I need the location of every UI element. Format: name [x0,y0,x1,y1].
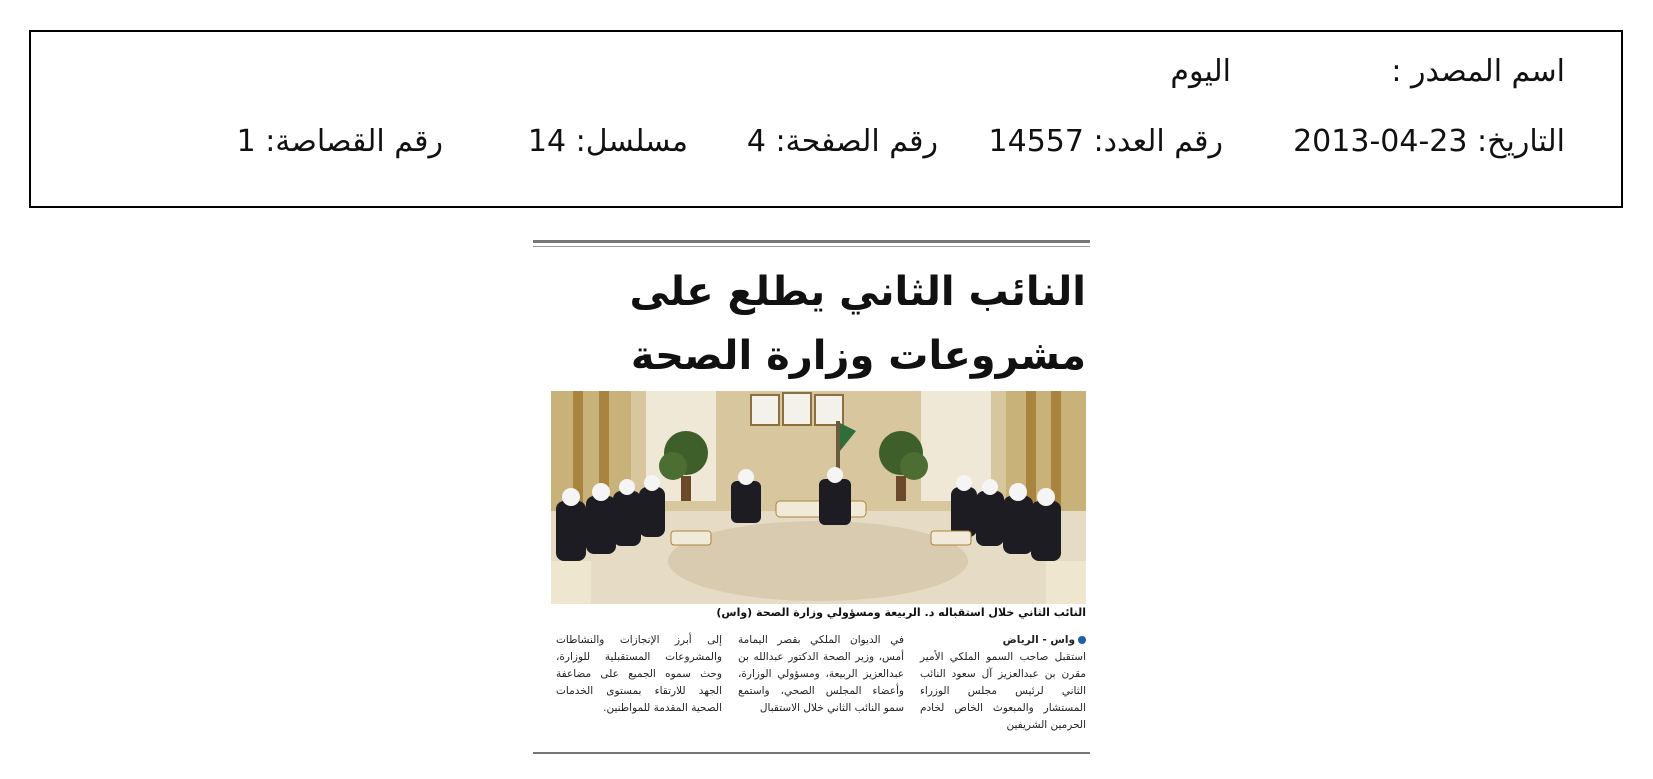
newspaper-article [533,240,1090,755]
serial-number: مسلسل: 14 [527,124,688,159]
source-value: اليوم [1170,54,1231,89]
headline-line-2: مشروعات وزارة الصحة [630,333,1086,379]
top-rule [533,240,1090,243]
headline-line-1: النائب الثاني يطلع على [629,269,1086,315]
issue-number: رقم العدد: 14557 [988,124,1223,159]
column-3-text: إلى أبرز الإنجازات والنشاطات والمشروعات المستقبلية للوزارة، وحث سموه الجميع على مضاعفة الجهد للارتقاء بمستوى الخدمات الصحية المقدمة للمواطنين. [556,634,722,714]
clipping-header [29,30,1623,208]
top-rule-thin [533,246,1090,247]
photo-caption: النائب الثاني خلال استقباله د. الربيعة ومسؤولي وزارة الصحة (واس) [716,606,1086,619]
date-field: التاريخ: 23-04-2013 [1293,124,1565,159]
column-2-text: في الديوان الملكي بقصر اليمامة أمس، وزير الصحة الدكتور عبدالله بن عبدالعزيز الربيعة، ومسؤولي الوزارة، وأعضاء المجلس الصحي، واستمع سمو النائب الثاني خلال الاستقبال [738,634,904,714]
dateline: واس - الرياض [1002,634,1075,646]
meeting-photo [551,391,1086,604]
article-column-2 [738,632,904,717]
column-1-text: استقبل صاحب السمو الملكي الأمير مقرن بن عبدالعزيز آل سعود النائب الثاني لرئيس مجلس الوزراء المستشار والمبعوث الخاص لخادم الحرمين الشريفين [920,651,1086,731]
bottom-rule [533,752,1090,754]
bullet-icon [1078,636,1086,644]
article-column-3 [556,632,722,717]
page-number: رقم الصفحة: 4 [746,124,938,159]
article-headline [546,260,1086,388]
clipping-number: رقم القصاصة: 1 [236,124,443,159]
article-column-1 [920,632,1086,734]
source-label: اسم المصدر : [1391,54,1565,89]
